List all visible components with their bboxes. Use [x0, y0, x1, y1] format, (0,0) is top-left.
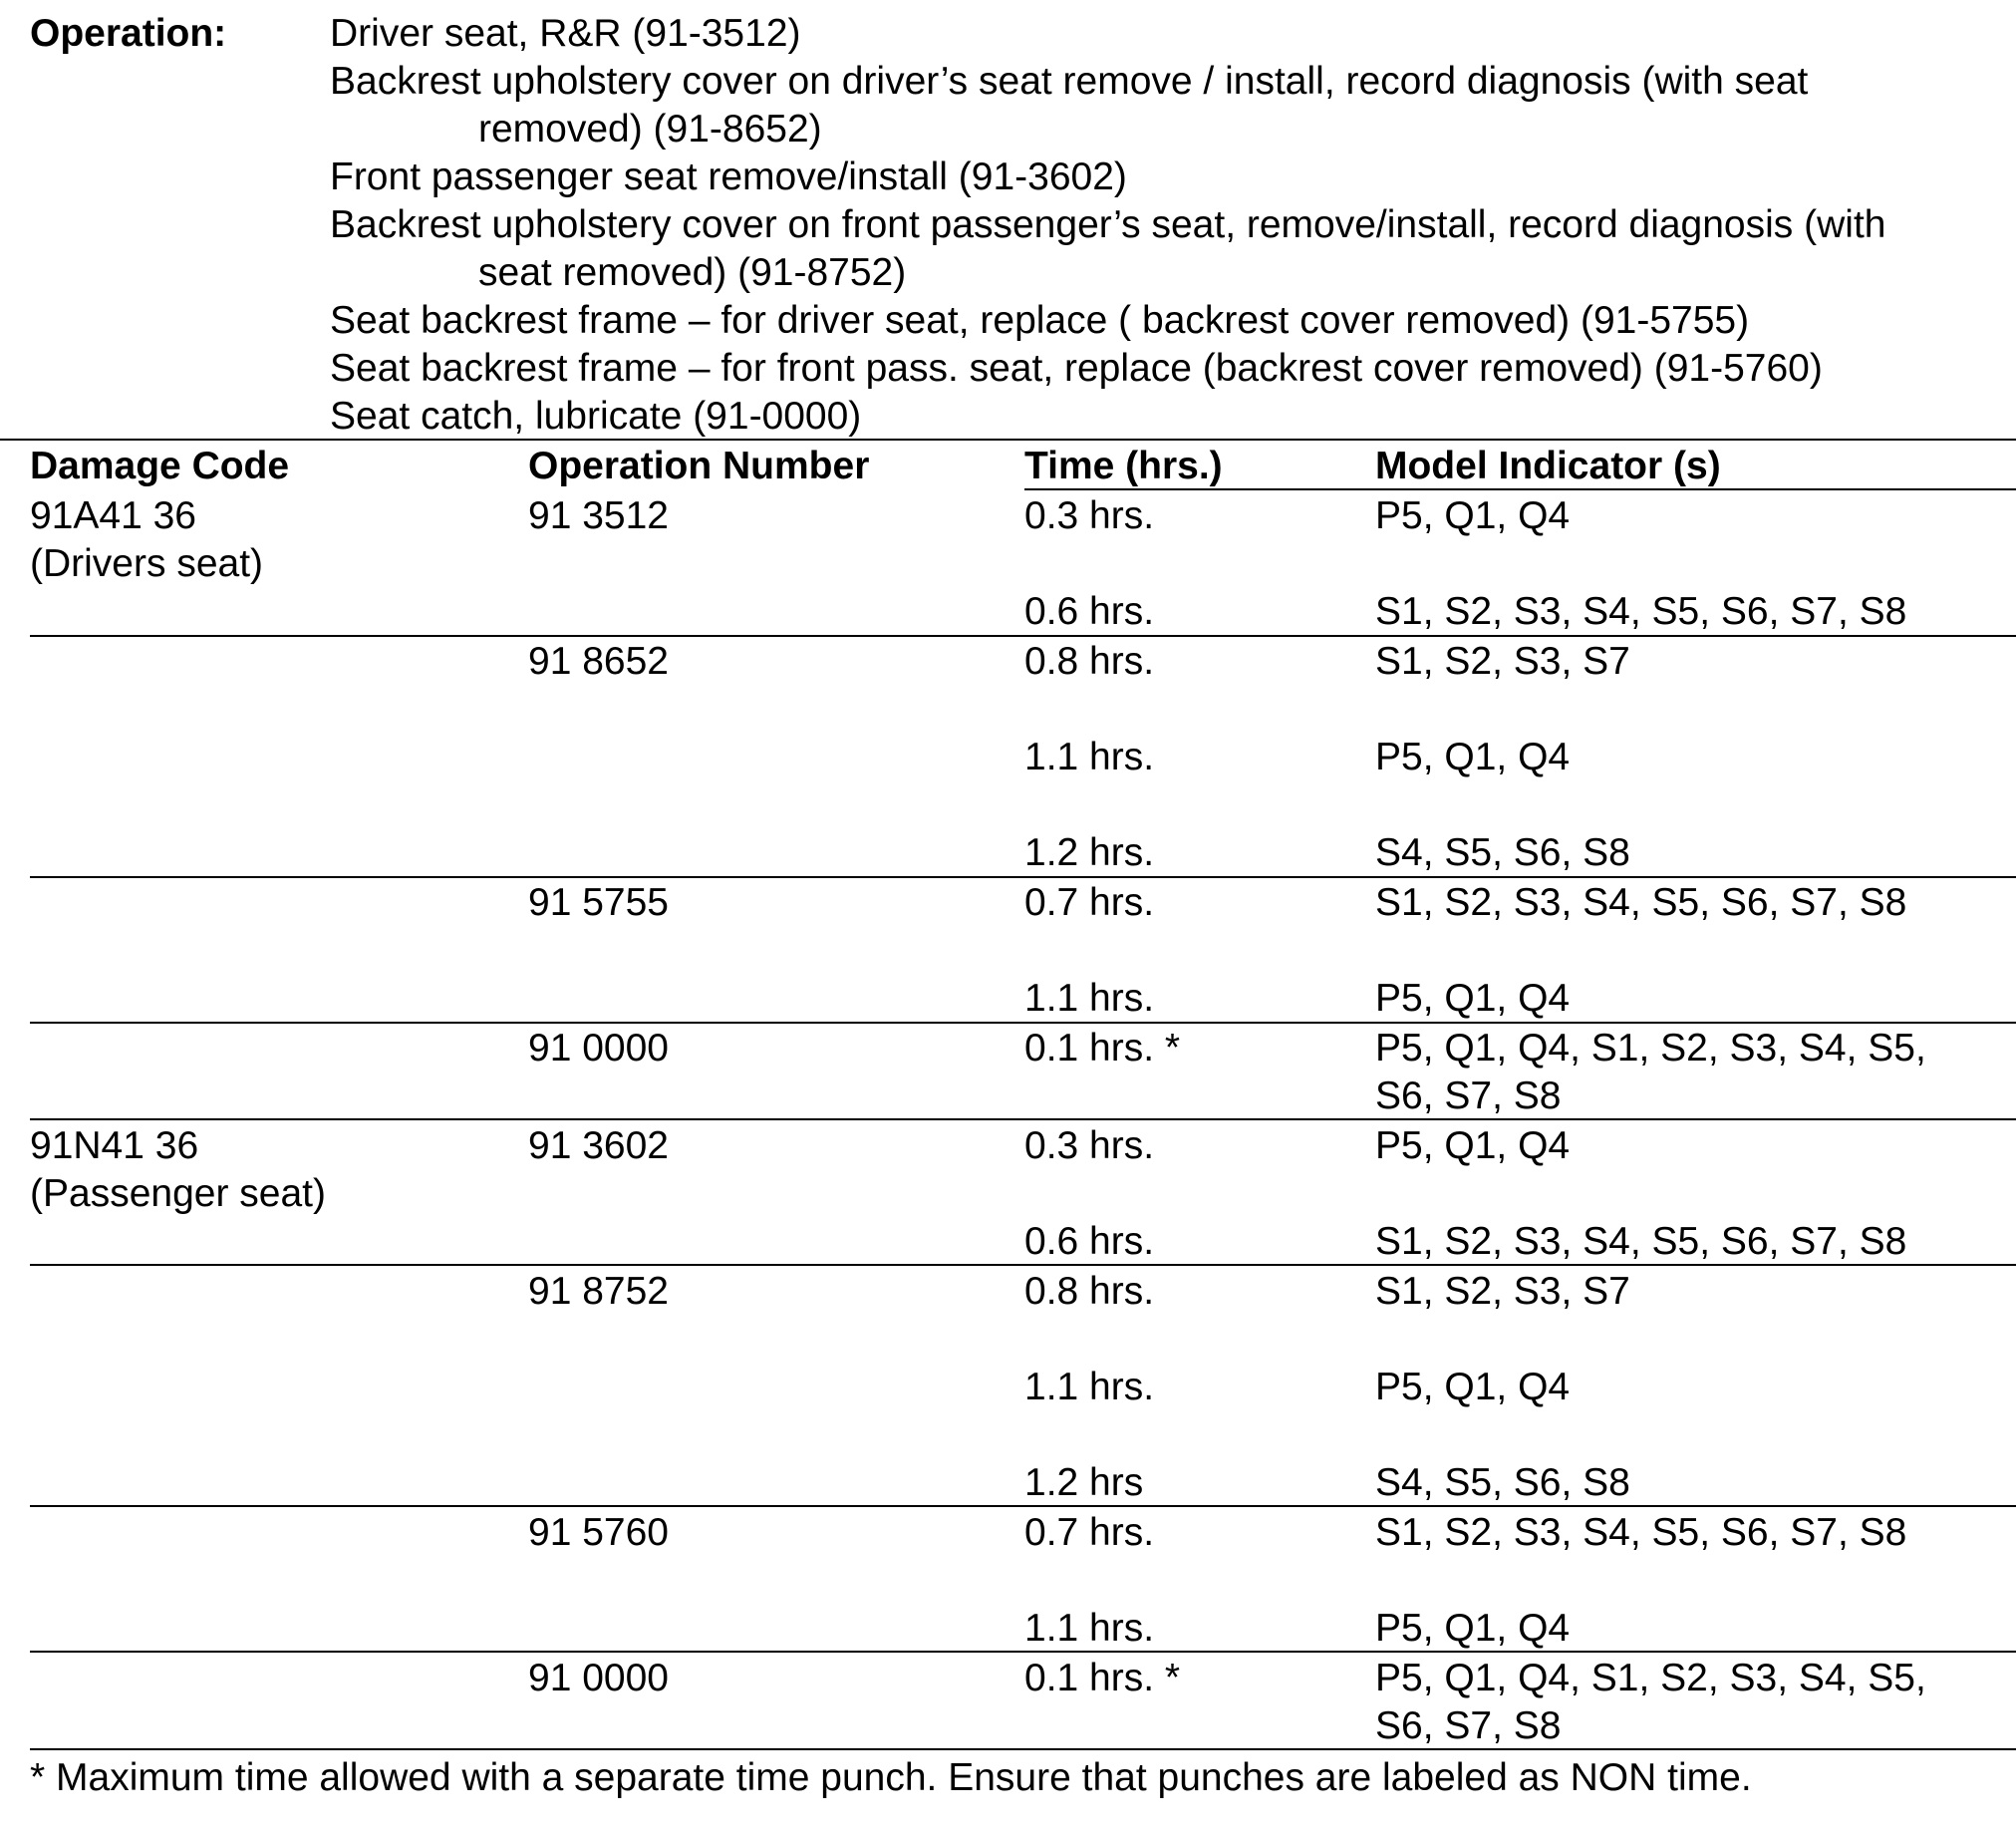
header-model-indicator: Model Indicator (s)	[1375, 445, 1721, 487]
model-indicators: S1, S2, S3, S7	[1375, 640, 1630, 683]
row-divider	[30, 1118, 2016, 1120]
operation-line: Driver seat, R&R (91-3512)	[330, 12, 801, 55]
model-indicators: P5, Q1, Q4, S1, S2, S3, S4, S5,	[1375, 1027, 1926, 1070]
model-indicators: S4, S5, S6, S8	[1375, 1461, 1630, 1504]
operation-line: Seat backrest frame – for front pass. seat, replace (backrest cover removed) (91-5760)	[330, 347, 1823, 390]
model-indicators: S4, S5, S6, S8	[1375, 831, 1630, 874]
damage-description: (Drivers seat)	[30, 542, 264, 585]
time-value: 0.3 hrs.	[1024, 494, 1155, 537]
model-indicators: P5, Q1, Q4	[1375, 736, 1571, 778]
operation-line: removed) (91-8652)	[478, 108, 822, 151]
operation-number: 91 0000	[528, 1027, 669, 1070]
time-value: 1.1 hrs.	[1024, 1607, 1155, 1650]
operation-line: Backrest upholstery cover on driver’s seat remove / install, record diagnosis (with seat	[330, 60, 1809, 103]
time-value: 0.6 hrs.	[1024, 590, 1155, 633]
operation-number: 91 3602	[528, 1124, 669, 1167]
operation-line: seat removed) (91-8752)	[478, 251, 907, 294]
row-divider	[30, 635, 2016, 637]
model-indicators: P5, Q1, Q4	[1375, 1366, 1571, 1408]
operation-number: 91 5755	[528, 881, 669, 924]
time-value: 1.1 hrs.	[1024, 977, 1155, 1020]
time-value: 1.1 hrs.	[1024, 736, 1155, 778]
damage-description: (Passenger seat)	[30, 1172, 326, 1215]
footnote: * Maximum time allowed with a separate time punch. Ensure that punches are labeled as NON time.	[30, 1756, 1752, 1799]
model-indicators: P5, Q1, Q4, S1, S2, S3, S4, S5,	[1375, 1657, 1926, 1699]
operation-number: 91 8752	[528, 1270, 669, 1313]
time-value: 0.7 hrs.	[1024, 1511, 1155, 1554]
operation-line: Seat catch, lubricate (91-0000)	[330, 395, 862, 438]
row-divider	[30, 1651, 2016, 1653]
model-indicators: P5, Q1, Q4	[1375, 977, 1571, 1020]
time-value: 0.8 hrs.	[1024, 1270, 1155, 1313]
header-underline	[1024, 488, 2016, 490]
operation-line: Seat backrest frame – for driver seat, replace ( backrest cover removed) (91-5755)	[330, 299, 1750, 342]
model-indicators: S1, S2, S3, S4, S5, S6, S7, S8	[1375, 590, 1907, 633]
operation-number: 91 3512	[528, 494, 669, 537]
row-divider	[30, 876, 2016, 878]
header-time: Time (hrs.)	[1024, 445, 1223, 487]
model-indicators: S1, S2, S3, S4, S5, S6, S7, S8	[1375, 881, 1907, 924]
model-indicators: S1, S2, S3, S4, S5, S6, S7, S8	[1375, 1511, 1907, 1554]
operation-number: 91 8652	[528, 640, 669, 683]
time-value: 1.2 hrs	[1024, 1461, 1144, 1504]
header-operation-number: Operation Number	[528, 445, 870, 487]
model-indicators: S1, S2, S3, S7	[1375, 1270, 1630, 1313]
row-divider	[30, 1264, 2016, 1266]
header-damage-code: Damage Code	[30, 445, 290, 487]
model-indicators: P5, Q1, Q4	[1375, 1124, 1571, 1167]
time-value: 0.1 hrs. *	[1024, 1027, 1181, 1070]
table-top-rule	[0, 439, 2016, 441]
damage-code: 91N41 36	[30, 1124, 199, 1167]
time-value: 1.2 hrs.	[1024, 831, 1155, 874]
model-indicators: S1, S2, S3, S4, S5, S6, S7, S8	[1375, 1220, 1907, 1263]
time-value: 0.1 hrs. *	[1024, 1657, 1181, 1699]
model-indicators: S6, S7, S8	[1375, 1074, 1562, 1117]
row-divider	[30, 1022, 2016, 1024]
damage-code: 91A41 36	[30, 494, 196, 537]
table-bottom-rule	[30, 1748, 2016, 1750]
time-value: 0.8 hrs.	[1024, 640, 1155, 683]
row-divider	[30, 1505, 2016, 1507]
model-indicators: S6, S7, S8	[1375, 1704, 1562, 1747]
time-value: 0.7 hrs.	[1024, 881, 1155, 924]
operation-number: 91 0000	[528, 1657, 669, 1699]
time-value: 1.1 hrs.	[1024, 1366, 1155, 1408]
time-value: 0.6 hrs.	[1024, 1220, 1155, 1263]
time-value: 0.3 hrs.	[1024, 1124, 1155, 1167]
model-indicators: P5, Q1, Q4	[1375, 1607, 1571, 1650]
operation-label: Operation:	[30, 12, 227, 55]
operation-line: Backrest upholstery cover on front passenger’s seat, remove/install, record diagnosis (with	[330, 203, 1886, 246]
operation-number: 91 5760	[528, 1511, 669, 1554]
operation-line: Front passenger seat remove/install (91-3602)	[330, 155, 1127, 198]
model-indicators: P5, Q1, Q4	[1375, 494, 1571, 537]
